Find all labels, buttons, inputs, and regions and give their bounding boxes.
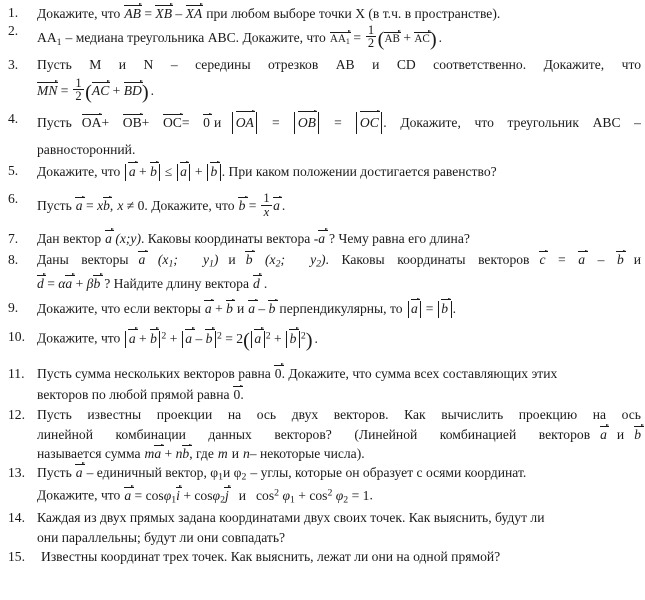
text-lead: Пусть сумма нескольких векторов равна <box>37 365 271 381</box>
text-mid: . Докажите, что сумма всех составляющих этих <box>281 365 558 381</box>
problem-5 <box>0 164 645 181</box>
problem-14-line-1: Каждая из двух прямых задана координатами двух своих точек. Как выяснить, будут ли <box>37 510 545 526</box>
text-lead: Пусть М и N – середины отрезков АВ и CD соответственно. Докажите, что <box>37 57 641 73</box>
problem-13-line-1 <box>37 466 641 483</box>
text-tail: . <box>281 198 286 214</box>
problem-9 <box>0 301 645 318</box>
formula-oa-ob-oc-zero: OA+ OB+ OC= 0 <box>81 115 210 131</box>
text-tail: . <box>438 29 443 45</box>
problem-number: 1. <box>8 5 19 20</box>
problem-11-line-2 <box>37 388 641 402</box>
text-and: и φ <box>223 464 242 480</box>
text-mid: . Докажите, что <box>144 198 235 214</box>
problem-1 <box>0 6 645 21</box>
text-conj: и <box>616 426 625 442</box>
formula-abs-a-equals-abs-b: a = b <box>407 301 453 316</box>
problem-body <box>37 112 645 156</box>
formula-x-neq-0: x ≠ 0 <box>117 198 145 214</box>
text-tail: . <box>314 331 318 346</box>
text-tail: при любом выборе точки X (в т.ч. в пространстве). <box>206 6 501 21</box>
problem-number: 11. <box>8 365 25 381</box>
formula-b-equals-one-over-x-a: b = $\frac{1}{x}$ a <box>238 191 280 219</box>
text-subscript: 1 <box>56 36 62 48</box>
text-tail: – углы, которые он образует с осями координат. <box>250 464 527 480</box>
problem-number: 7. <box>8 230 19 246</box>
text-tail: . <box>452 301 456 317</box>
problem-number: 5. <box>8 163 19 179</box>
formula-d-equals-alpha-a-beta-b: d = αa + βb <box>37 275 101 291</box>
text-mid: – медиана треугольника АВС. Докажите, что <box>65 29 326 45</box>
problem-number: 8. <box>8 252 19 268</box>
text-lead: Докажите, что <box>37 6 121 21</box>
problem-8-line-1 <box>37 253 641 270</box>
formula-vector-d: d <box>253 275 260 291</box>
text-line2: векторов по любой прямой равна <box>37 387 230 403</box>
text-tail: . <box>369 487 373 503</box>
text-tail: . <box>240 387 244 403</box>
problem-4-line-1 <box>37 112 641 133</box>
text-lead: Пусть <box>37 198 72 214</box>
formula-mn: MN = $\frac{1}{2}$ (AC + BD) <box>37 75 149 104</box>
problem-7 <box>0 232 645 246</box>
problem-number: 10. <box>8 329 25 345</box>
problem-15 <box>0 550 645 564</box>
problem-body <box>37 24 645 51</box>
problem-11 <box>0 367 645 402</box>
problem-body <box>37 466 645 505</box>
text-tail: . <box>263 275 268 291</box>
problem-body <box>37 192 645 219</box>
problem-number: 14. <box>8 510 25 526</box>
problem-body <box>37 301 645 318</box>
formula-c-equals-a-minus-b: c = a – b <box>539 252 624 268</box>
problem-8-line-2 <box>37 277 641 291</box>
problem-6 <box>0 192 645 219</box>
problem-12 <box>0 408 645 461</box>
problem-8 <box>0 253 645 290</box>
problem-body <box>37 550 645 564</box>
formula-vector-a-xy1: a ($x_1$; $y_1$) <box>138 252 219 271</box>
text-lead: Пусть <box>37 115 72 131</box>
text-and: и <box>231 446 239 462</box>
variable-n: n <box>242 446 250 462</box>
text-conj: и <box>236 301 245 317</box>
text-lead: AA <box>37 29 57 45</box>
text-line3-tail: – некоторые числа). <box>249 446 365 462</box>
formula-direction-cosines: a = cosφ$_1$i + cosφ$_2$j и $\cos^2 \varphi_1 + \cos^2 \varphi_2 = 1$ <box>124 487 370 506</box>
problem-number: 2. <box>8 22 19 38</box>
problem-number: 12. <box>8 407 25 423</box>
text-lead: Докажите, что <box>37 164 121 180</box>
text-lead: Пусть <box>37 464 72 480</box>
text-tail: ? Чему равна его длина? <box>329 230 470 246</box>
formula-a-minus-b: a – b <box>248 301 276 317</box>
formula-triangle-inequality: a + b ≤ a + b <box>124 164 221 179</box>
problem-body <box>37 253 645 290</box>
problem-body <box>37 164 645 181</box>
problem-12-line-3 <box>37 447 641 461</box>
phi-2-subscript: 2 <box>241 471 247 483</box>
problem-body <box>37 232 645 246</box>
variable-m: m <box>217 446 228 462</box>
formula-a-equals-xb: a = xb <box>75 198 110 214</box>
problem-number: 4. <box>8 111 19 127</box>
coords-label: (x;y) <box>115 230 141 246</box>
phi-1-subscript: 1 <box>218 471 223 483</box>
problem-3 <box>0 58 645 103</box>
problem-15-line-1: Известны координат трех точек. Как выяснить, лежат ли они на одной прямой? <box>41 549 501 565</box>
formula-neg-a: a <box>318 230 326 246</box>
text-mid: . Докажите, что треугольник АВС – <box>383 115 641 131</box>
problem-4 <box>0 112 645 156</box>
text-conj: и <box>228 252 236 268</box>
problem-body <box>37 6 645 21</box>
problem-12-line-2 <box>37 428 641 442</box>
text-mid: . Каковы координаты векторов <box>325 252 530 268</box>
text-lead: Дан вектор <box>37 230 102 246</box>
formula-unit-vector-a: a <box>75 464 83 480</box>
problem-number: 13. <box>8 464 25 480</box>
text-mid: – единичный вектор, φ <box>86 464 219 480</box>
worksheet-page <box>0 6 645 600</box>
formula-zero-vector-1: 0 <box>274 365 282 381</box>
text-tail: . При каком положении достигается равенство? <box>221 164 497 180</box>
problem-10 <box>0 330 645 350</box>
problem-4-line-2: равносторонний. <box>37 141 136 157</box>
text-line3-mid: , где <box>189 446 214 462</box>
formula-ab-xb-xa: AB = XB – XA <box>124 6 203 21</box>
text-lead: Даны векторы <box>37 252 129 268</box>
text-line2: Докажите, что <box>37 487 121 503</box>
formula-linear-combination: ma + nb <box>144 446 190 462</box>
text-line2: линейной комбинации данных векторов? (Линейной комбинацией векторов <box>37 426 591 442</box>
formula-zero-vector-2: 0 <box>233 387 241 403</box>
formula-line <box>37 77 641 104</box>
problem-body <box>37 511 645 544</box>
formula-vector-a-coords: a (x;y) <box>105 230 141 246</box>
problem-12-line-1: Пусть известны проекции на ось двух векторов. Как вычислить проекцию на ось <box>37 407 641 423</box>
text-tail: . <box>150 82 155 98</box>
formula-abs-equal: OA = OB = OC <box>231 115 383 130</box>
problem-number: 6. <box>8 191 19 207</box>
problem-11-line-1 <box>37 367 641 381</box>
text-mid: . Каковы координаты вектора - <box>141 230 319 246</box>
text-comma: , <box>109 198 114 214</box>
problem-13-line-2 <box>37 488 641 505</box>
problem-14 <box>0 511 645 544</box>
text-lead: Докажите, что если векторы <box>37 301 201 317</box>
problem-number: 3. <box>8 57 19 73</box>
formula-parallelogram-law: a + b $^2$ + a – b $^2$ = 2( a $^2$ + b $^2$) <box>124 331 312 346</box>
problem-number: 15. <box>8 549 25 565</box>
formula-vector-a-12: a <box>600 426 607 442</box>
formula-vector-b-xy2: b ($x_2$; $y_2$) <box>245 252 326 271</box>
formula-median: $AA_1$ = $\frac{1}{2}$ (AB + AC) <box>329 22 437 51</box>
problem-body <box>37 408 645 461</box>
problem-body <box>37 58 645 103</box>
formula-a-plus-b: a + b <box>204 301 233 317</box>
problem-number: 9. <box>8 300 19 316</box>
text-tail-conj: и <box>633 252 642 268</box>
problem-14-line-2: они параллельны; будут ли они совпадать? <box>37 529 286 545</box>
problem-13 <box>0 466 645 505</box>
text-lead: Докажите, что <box>37 331 121 346</box>
problem-body <box>37 330 645 350</box>
problem-body <box>37 367 645 402</box>
text-line3: называется сумма <box>37 446 141 462</box>
text-conj: и <box>213 115 222 131</box>
formula-vector-b-12: b <box>634 426 641 442</box>
text-line2: ? Найдите длину вектора <box>104 275 250 291</box>
text-mid: перпендикулярны, то <box>279 301 403 317</box>
problem-2 <box>0 24 645 51</box>
